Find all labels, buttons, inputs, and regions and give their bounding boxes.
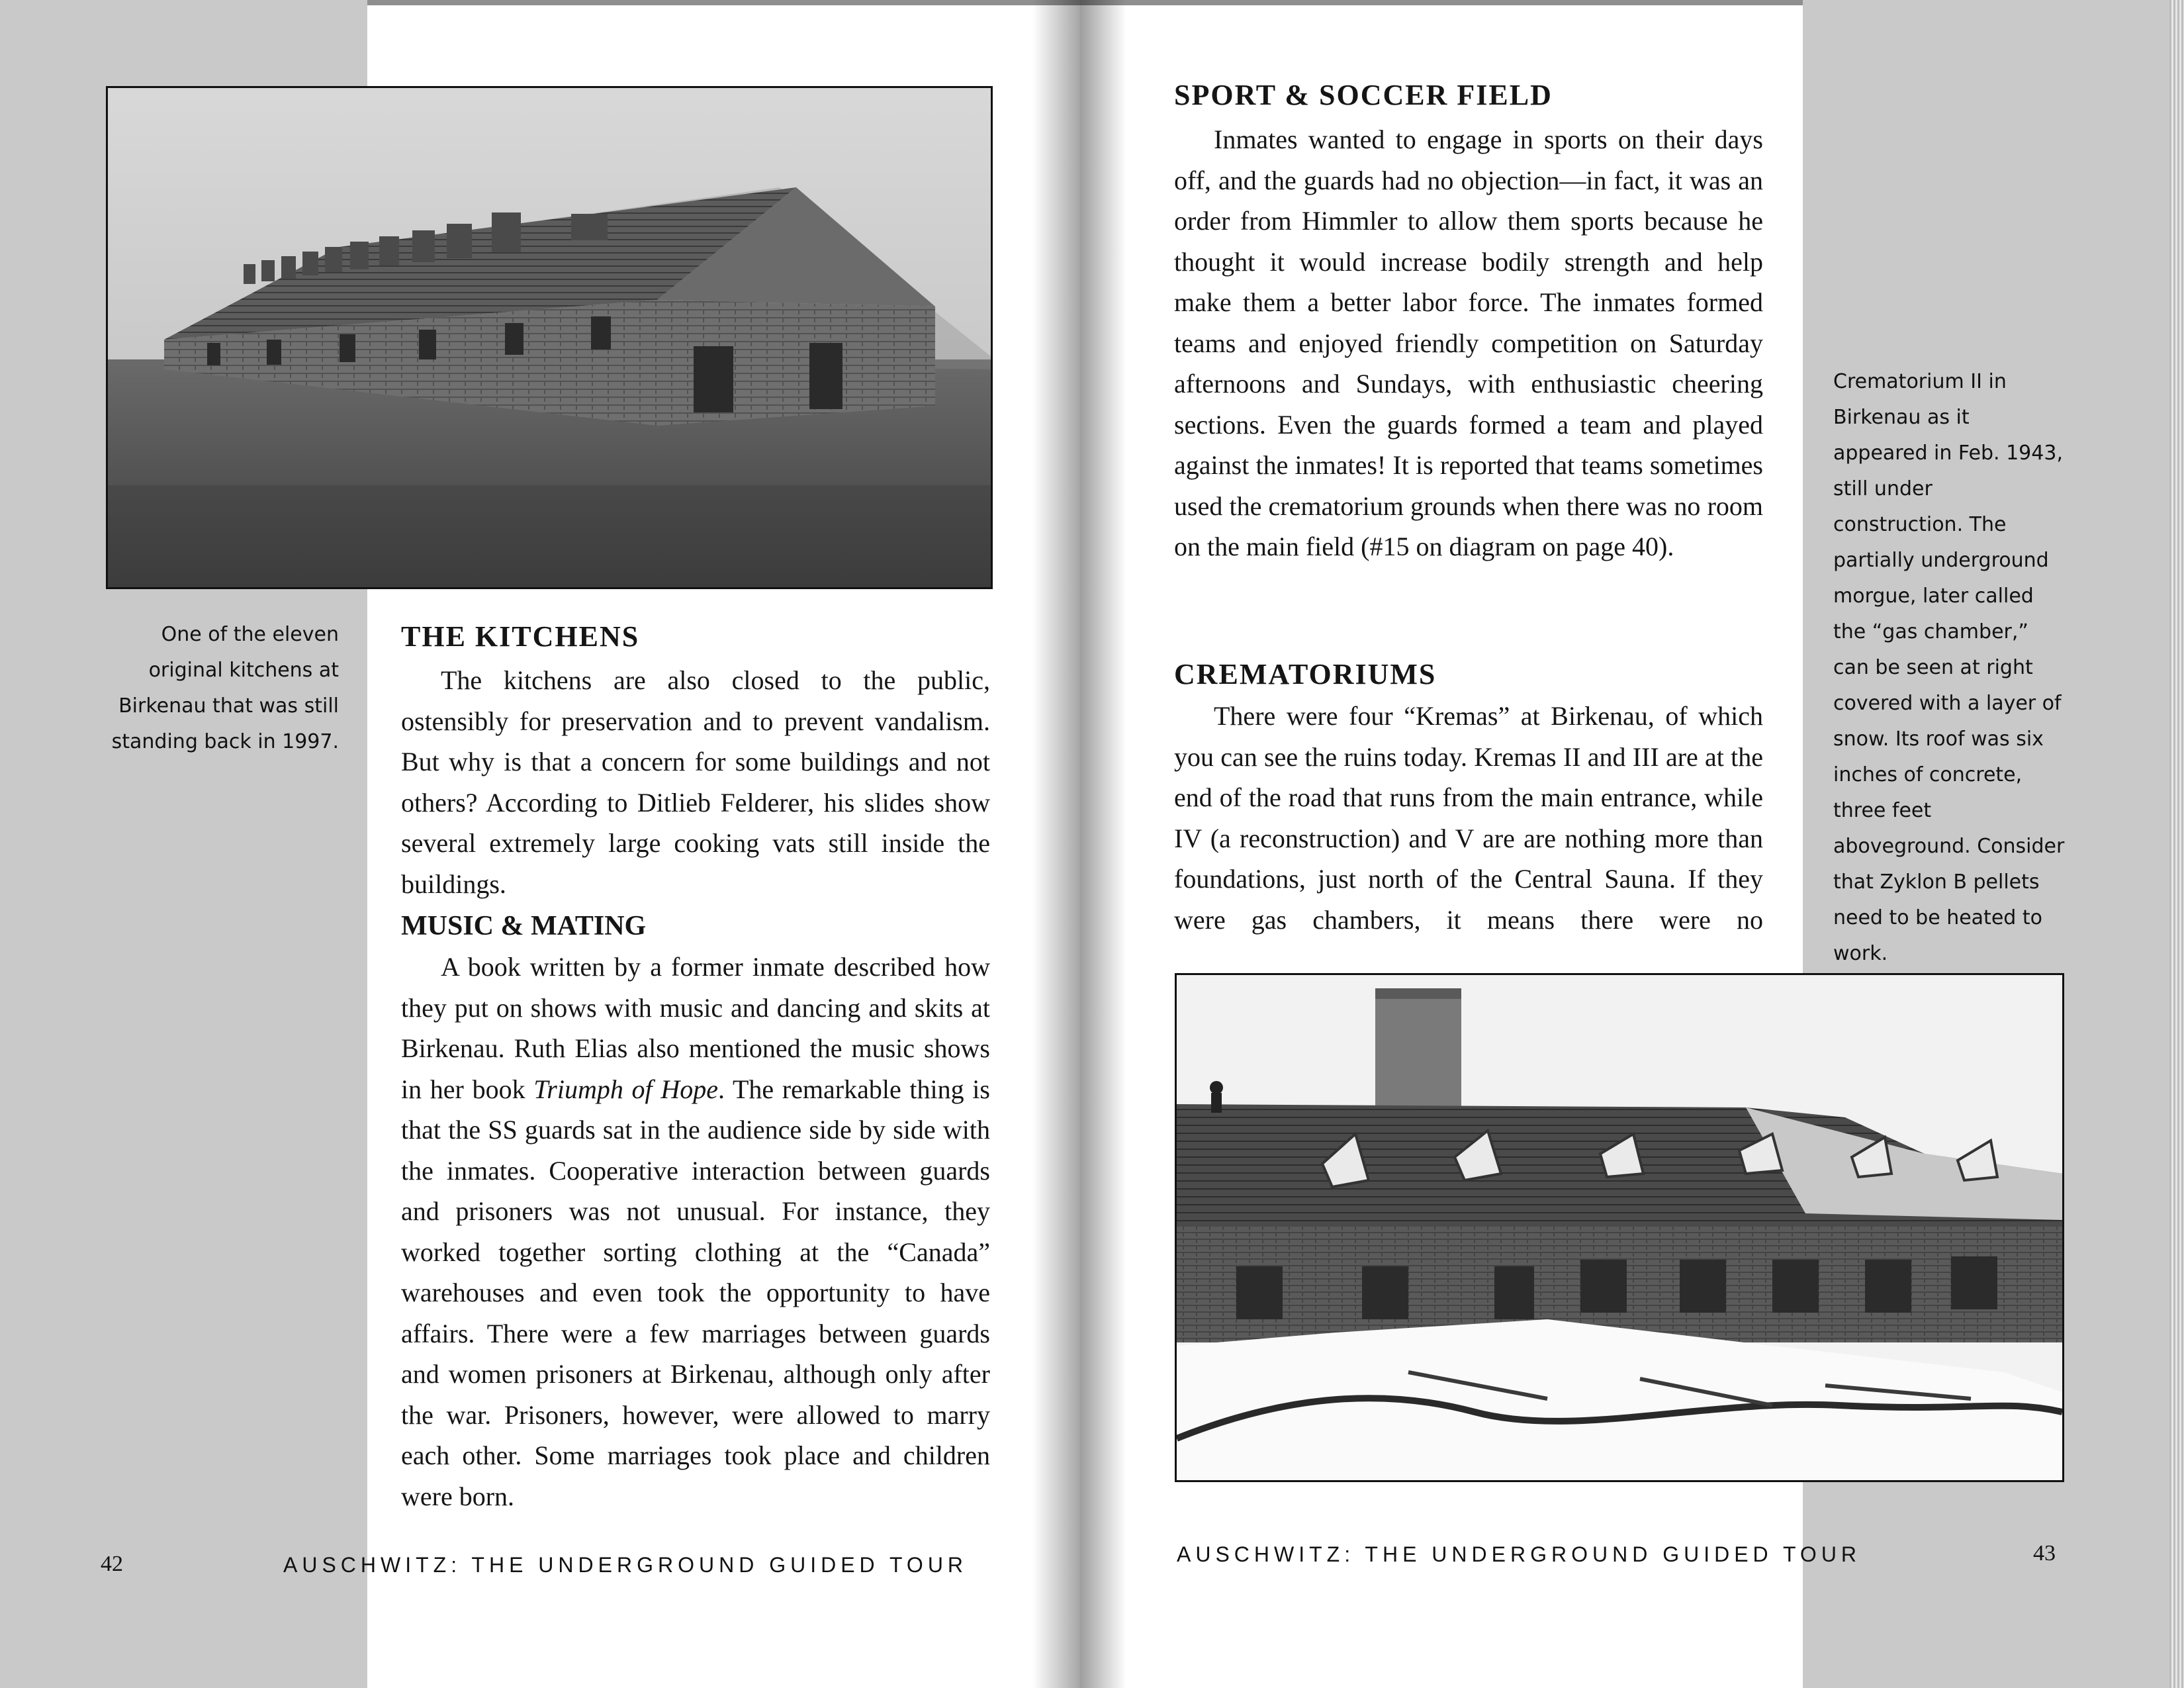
- gutter-shadow: [1032, 0, 1080, 1688]
- kitchens-paragraph: The kitchens are also closed to the public, ostensibly for preservation and to prevent vandalism. But why is that a concern for some buildings and not others? According to Ditlieb Felderer, his slides show several extremely large cooking vats still inside the buildings.: [401, 665, 990, 899]
- music-mating-text-start: A book written by a former inmate described how they put on shows with music and dancing and skits at Birkenau. Ruth Elias also mentioned the music shows in her book: [401, 952, 990, 1104]
- running-footer: AUSCHWITZ: THE UNDERGROUND GUIDED TOUR: [1177, 1542, 1862, 1566]
- book-title: Triumph of Hope: [533, 1074, 718, 1104]
- section-heading-sport-soccer: SPORT & SOCCER FIELD: [1174, 79, 1553, 111]
- gutter-shadow: [1080, 0, 1126, 1688]
- crematorium-photo-drawing: [1177, 975, 2062, 1480]
- running-footer: AUSCHWITZ: THE UNDERGROUND GUIDED TOUR: [283, 1553, 968, 1577]
- kitchen-photo-drawing: [108, 88, 991, 587]
- kitchen-photo: [106, 86, 993, 589]
- section-heading-kitchens: THE KITCHENS: [401, 620, 640, 653]
- left-page: [0, 0, 1080, 1688]
- page-stack-edge: [2169, 0, 2184, 1688]
- section-heading-music-mating: MUSIC & MATING: [401, 911, 647, 941]
- music-mating-text-end: . The remarkable thing is that the SS guards sat in the audience side by side with the inmates. Cooperative interaction between guards and prisoners was not unusual. For instance, they worked together sorting clothing at the “Canada” warehouses and even took the opportunity to have affairs. There were a few marriages between guards and women prisoners at Birkenau, although only after the war. Prisoners, however, were allowed to marry each other. Some marriages took place and children were born.: [401, 1074, 990, 1511]
- section-heading-crematoriums: CREMATORIUMS: [1174, 658, 1437, 690]
- crematorium-photo: [1175, 973, 2064, 1482]
- right-page: [1080, 0, 2184, 1688]
- crematoriums-paragraph: There were four “Kremas” at Birkenau, of which you can see the ruins today. Kremas II and III are at the end of the road that runs from the main entrance, while IV (a reconstruction) and V are are nothing more than foundations, just north of the Central Sauna. If they were gas chambers, it means there were no: [1174, 701, 1763, 935]
- crematorium-photo-caption: Crematorium II in Birkenau as it appeared in Feb. 1943, still under construction. The partially underground morgue, later called the “gas chamber,” can be seen at right covered with a layer of snow. Its roof was six inches of concrete, three feet aboveground. Consider that Zyklon B pellets need to be heated to work.: [1833, 370, 2065, 965]
- sport-soccer-paragraph: Inmates wanted to engage in sports on their days off, and the guards had no objection—in fact, it was an order from Himmler to allow them sports because he thought it would increase bodily strength and help make them a better labor force. The inmates formed teams and enjoyed friendly competition on Saturday afternoons and Sundays, with enthusiastic cheering sections. Even the guards formed a team and played against the inmates! It is reported that teams sometimes used the crematorium grounds when there was no room on the main field (#15 on diagram on page 40).: [1174, 124, 1763, 561]
- music-mating-paragraph: [401, 947, 990, 1517]
- page-number: 42: [101, 1552, 123, 1576]
- page-number: 43: [2033, 1541, 2056, 1566]
- kitchen-photo-caption: One of the eleven original kitchens at Birkenau that was still standing back in 1997.: [111, 623, 339, 753]
